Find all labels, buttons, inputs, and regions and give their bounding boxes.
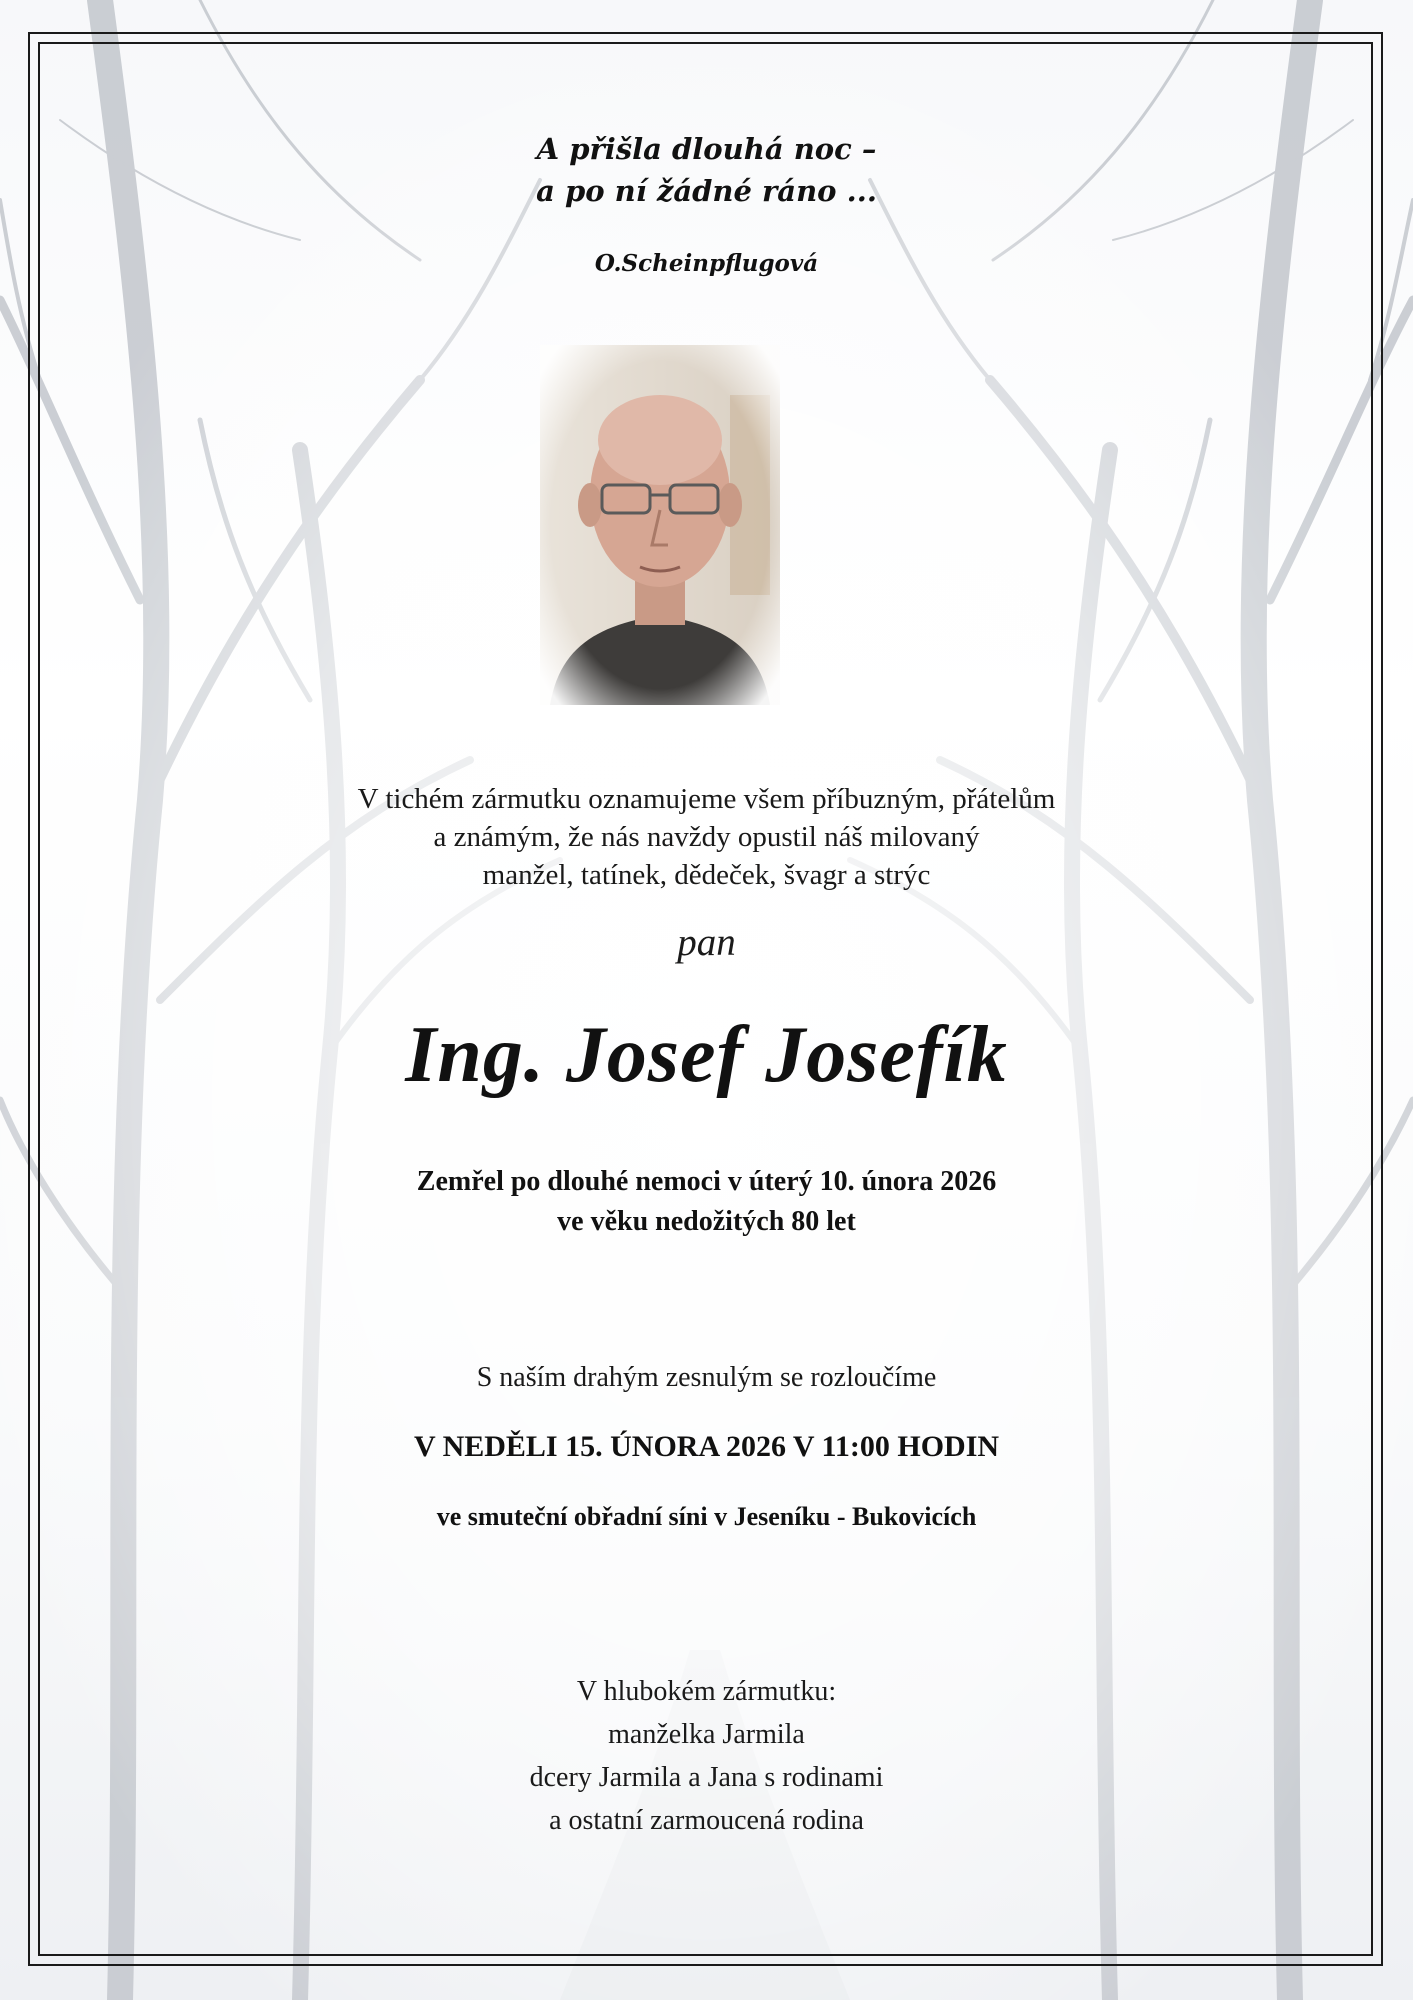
funeral-place: ve smuteční obřadní síni v Jeseníku - Bukovicích [436, 1502, 977, 1531]
death-line: Zemřel po dlouhé nemoci v úterý 10. února 2026 [416, 1166, 997, 1197]
deceased-name: Ing. Josef Josefík [405, 1011, 1008, 1099]
death-line: ve věku nedožitých 80 let [557, 1206, 856, 1237]
motto-author: O.Scheinpflugová [594, 250, 819, 277]
funeral-datetime: V NEDĚLI 15. ÚNORA 2026 V 11:00 HODIN [413, 1430, 1000, 1463]
motto-line: A přišla dlouhá noc – [536, 132, 877, 166]
announcement-line: manžel, tatínek, dědeček, švagr a strýc [482, 859, 931, 891]
inner-border [38, 42, 1373, 1956]
death-details [0, 1162, 1413, 1242]
announcement-text [0, 780, 1413, 894]
motto-quote [0, 128, 1413, 212]
mourners-list [0, 1670, 1413, 1842]
portrait-photo [540, 345, 780, 705]
mourners-line: manželka Jarmila [608, 1719, 805, 1750]
mourners-line: V hlubokém zármutku: [576, 1676, 837, 1707]
farewell-intro: S naším drahým zesnulým se rozloučíme [476, 1362, 937, 1393]
honorific: pan [677, 921, 736, 964]
mourners-line: dcery Jarmila a Jana s rodinami [529, 1762, 884, 1793]
mourners-line: a ostatní zarmoucená rodina [549, 1805, 864, 1836]
announcement-line: V tichém zármutku oznamujeme všem příbuzným, přátelům [357, 783, 1056, 815]
announcement-line: a známým, že nás navždy opustil náš milovaný [433, 821, 980, 853]
motto-line: a po ní žádné ráno ... [536, 174, 877, 208]
